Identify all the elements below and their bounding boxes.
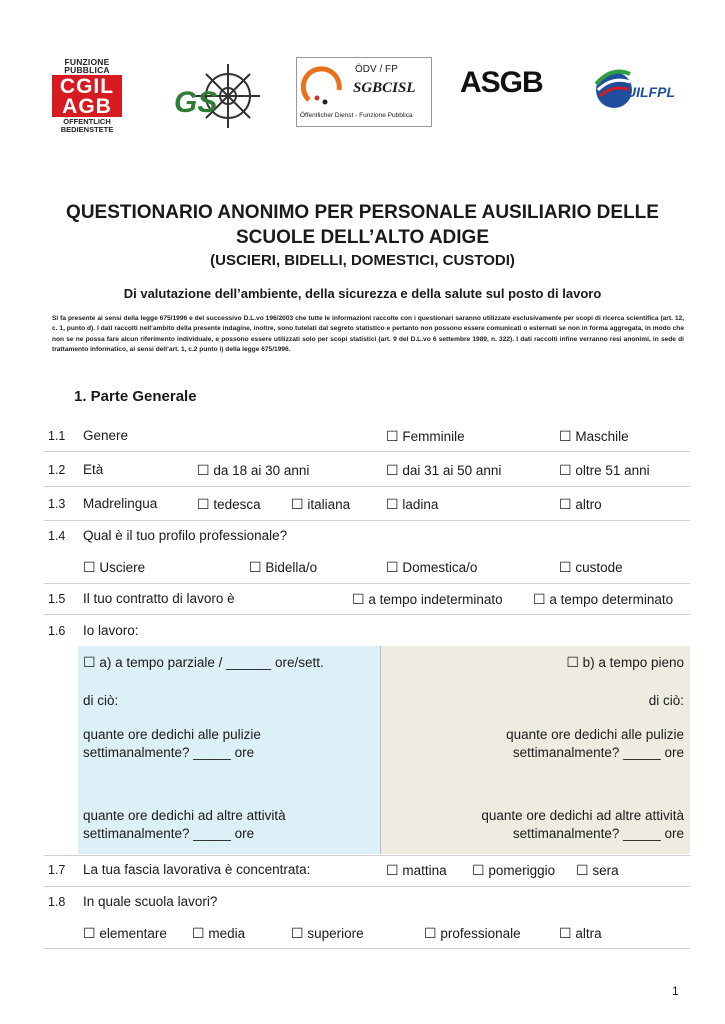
q5-label: Il tuo contratto di lavoro è	[83, 591, 235, 606]
row-divider	[44, 948, 690, 949]
privacy-note: Si fa presente ai sensi della legge 675/1996 e del successivo D.L.vo 196/2003 che tutte le informazioni raccolte con i questionari saranno utilizzate esclusivamente per scopi di ricerca scientifica (art. 12, c. 1, punto d). I dati raccolti nell’ambito della presente indagine, inoltre, sono tutelati dal segreto statistico e pertanto non possono essere comunicati o esternati se non in forma aggregata, in modo che non se ne possa fare alcun riferimento individuale, e possono essere utilizzati solo per scopi statistici (art. 9 del D.L.vo 6 settembre 1989, n. 322). I dati raccolti infine verranno resi anonimi, in sede di trattamento informatico, ai sensi dell’art. 1, c.2 punto i) della legge 675/1996.	[52, 315, 684, 354]
option-label: a tempo indeterminato	[368, 592, 503, 607]
q6-left-cleaning-line1: quante ore dedichi alle pulizie	[83, 727, 261, 742]
option-label: altra	[575, 926, 602, 941]
q3-label: Madrelingua	[83, 496, 158, 511]
option-label: a) a tempo parziale / ______ ore/sett.	[99, 655, 324, 670]
q6-left-dicio: di ciò:	[83, 693, 119, 708]
checkbox-icon: ☐	[386, 862, 399, 878]
checkbox-icon: ☐	[386, 559, 399, 575]
sgb-logo-bottom: Öffentlicher Dienst - Funzione Pubblica	[300, 112, 413, 119]
q6-right-dicio: di ciò:	[648, 693, 684, 708]
q1-option-femminile[interactable]	[386, 428, 465, 445]
cgil-logo-bottom-text: ÖFFENTLICH BEDIENSTETE	[60, 117, 114, 134]
q8-option-media[interactable]	[192, 925, 245, 942]
cgil-logo-red-box	[52, 75, 122, 117]
q3-option-tedesca[interactable]	[197, 496, 261, 513]
checkbox-icon: ☐	[559, 428, 572, 444]
option-label: media	[208, 926, 246, 941]
row-divider	[44, 520, 690, 521]
row-divider	[44, 886, 690, 887]
option-label: b) a tempo pieno	[582, 655, 684, 670]
q8-option-superiore[interactable]	[291, 925, 364, 942]
cgil-logo-agb: AGB	[62, 95, 112, 118]
q2-number: 1.2	[48, 463, 66, 477]
q6-right-other-line1: quante ore dedichi ad altre attività	[481, 808, 684, 823]
option-label: superiore	[307, 926, 364, 941]
asgb-logo	[460, 66, 560, 100]
checkbox-icon: ☐	[83, 559, 96, 575]
option-label: Domestica/o	[402, 560, 478, 575]
cgil-logo-cgil: CGIL	[59, 75, 115, 98]
q4-option-usciere[interactable]	[83, 559, 145, 576]
checkbox-icon: ☐	[386, 462, 399, 478]
checkbox-icon: ☐	[83, 654, 96, 670]
option-label: ladina	[402, 497, 439, 512]
sgb-swoosh-icon	[301, 60, 345, 108]
q6-right-other-hours[interactable]: settimanalmente? _____ ore	[512, 826, 684, 841]
uilfpl-logo-text: UILFPL	[626, 84, 675, 100]
checkbox-icon: ☐	[197, 496, 210, 512]
q6-option-full-time[interactable]	[566, 654, 684, 671]
uilfpl-logo	[592, 62, 682, 114]
q6-right-cleaning-line1: quante ore dedichi alle pulizie	[506, 727, 684, 742]
option-label: Femminile	[402, 429, 465, 444]
q7-label: La tua fascia lavorativa è concentrata:	[83, 862, 311, 877]
asgb-logo-text: ASGB	[460, 66, 543, 99]
q1-label: Genere	[83, 428, 129, 443]
q2-label: Età	[83, 462, 104, 477]
option-label: mattina	[402, 863, 447, 878]
checkbox-icon: ☐	[472, 862, 485, 878]
q7-option-mattina[interactable]	[386, 862, 447, 879]
checkbox-icon: ☐	[559, 462, 572, 478]
checkbox-icon: ☐	[533, 591, 546, 607]
checkbox-icon: ☐	[566, 654, 579, 670]
option-label: italiana	[307, 497, 351, 512]
checkbox-icon: ☐	[291, 925, 304, 941]
checkbox-icon: ☐	[424, 925, 437, 941]
section-heading: 1. Parte Generale	[74, 388, 197, 405]
q6-label: Io lavoro:	[83, 623, 139, 638]
q6-left-cleaning-hours[interactable]: settimanalmente? _____ ore	[83, 745, 255, 760]
cgil-agb-logo	[52, 58, 122, 142]
option-label: da 18 ai 30 anni	[213, 463, 310, 478]
q8-number: 1.8	[48, 895, 66, 909]
q5-option-indeterminato[interactable]	[352, 591, 503, 608]
q4-option-domestico[interactable]	[386, 559, 477, 576]
title-line-1: QUESTIONARIO ANONIMO PER PERSONALE AUSILIARIO DELLE	[66, 202, 659, 223]
q6-right-cleaning-hours[interactable]: settimanalmente? _____ ore	[512, 745, 684, 760]
option-label: altro	[575, 497, 602, 512]
sgb-logo-line2: SGBCISL	[353, 80, 416, 96]
gs-logo-text: GS	[174, 86, 218, 119]
q2-option-31-50[interactable]	[386, 462, 501, 479]
q5-option-determinato[interactable]	[533, 591, 673, 608]
page-title	[40, 200, 685, 250]
q4-option-custode[interactable]	[559, 559, 623, 576]
row-divider	[44, 486, 690, 487]
option-label: Usciere	[99, 560, 146, 575]
checkbox-icon: ☐	[192, 925, 205, 941]
q2-option-18-30[interactable]	[197, 462, 309, 479]
checkbox-icon: ☐	[559, 559, 572, 575]
row-divider	[44, 451, 690, 452]
q4-label: Qual è il tuo profilo professionale?	[83, 528, 288, 543]
q8-option-professionale[interactable]	[424, 925, 521, 942]
sgb-cisl-logo	[296, 57, 432, 127]
q3-option-altro[interactable]	[559, 496, 602, 513]
checkbox-icon: ☐	[559, 925, 572, 941]
checkbox-icon: ☐	[83, 925, 96, 941]
q8-option-altra[interactable]	[559, 925, 602, 942]
option-label: a tempo determinato	[549, 592, 674, 607]
q6-left-other-line1: quante ore dedichi ad altre attività	[83, 808, 286, 823]
option-label: oltre 51 anni	[575, 463, 650, 478]
q1-option-maschile[interactable]	[559, 428, 629, 445]
checkbox-icon: ☐	[291, 496, 304, 512]
row-divider	[44, 614, 690, 615]
option-label: tedesca	[213, 497, 261, 512]
checkbox-icon: ☐	[386, 428, 399, 444]
option-label: elementare	[99, 926, 167, 941]
q7-number: 1.7	[48, 863, 66, 877]
cgil-logo-top-text: FUNZIONE PUBBLICA	[64, 57, 110, 75]
q5-number: 1.5	[48, 592, 66, 606]
q6-option-part-time[interactable]	[83, 654, 324, 671]
q4-option-bidello[interactable]	[249, 559, 317, 576]
q2-option-51[interactable]	[559, 462, 650, 479]
checkbox-icon: ☐	[197, 462, 210, 478]
panel-divider	[380, 646, 381, 854]
option-label: sera	[592, 863, 619, 878]
q4-number: 1.4	[48, 529, 66, 543]
q6-left-other-hours[interactable]: settimanalmente? _____ ore	[83, 826, 255, 841]
checkbox-icon: ☐	[559, 496, 572, 512]
q3-number: 1.3	[48, 497, 66, 511]
title-line-2: SCUOLE DELL’ALTO ADIGE	[236, 227, 489, 248]
row-divider	[44, 855, 690, 856]
option-label: dai 31 ai 50 anni	[402, 463, 502, 478]
subtitle: Di valutazione dell’ambiente, della sicurezza e della salute sul posto di lavoro	[123, 286, 602, 301]
title-line-3: (USCIERI, BIDELLI, DOMESTICI, CUSTODI)	[210, 252, 515, 269]
option-label: custode	[575, 560, 623, 575]
gs-logo	[166, 60, 266, 132]
q3-option-ladina[interactable]	[386, 496, 438, 513]
checkbox-icon: ☐	[249, 559, 262, 575]
option-label: professionale	[440, 926, 521, 941]
checkbox-icon: ☐	[386, 496, 399, 512]
q6-number: 1.6	[48, 624, 66, 638]
checkbox-icon: ☐	[576, 862, 589, 878]
sgb-logo-line1: ÖDV / FP	[355, 64, 398, 75]
checkbox-icon: ☐	[352, 591, 365, 607]
q8-option-elementare[interactable]	[83, 925, 167, 942]
option-label: pomeriggio	[488, 863, 556, 878]
q8-label: In quale scuola lavori?	[83, 894, 218, 909]
q7-option-sera[interactable]	[576, 862, 619, 879]
page-number: 1	[672, 984, 679, 998]
option-label: Bidella/o	[265, 560, 318, 575]
q3-option-italiana[interactable]	[291, 496, 350, 513]
q7-option-pomeriggio[interactable]	[472, 862, 555, 879]
option-label: Maschile	[575, 429, 629, 444]
q1-number: 1.1	[48, 429, 66, 443]
row-divider	[44, 583, 690, 584]
